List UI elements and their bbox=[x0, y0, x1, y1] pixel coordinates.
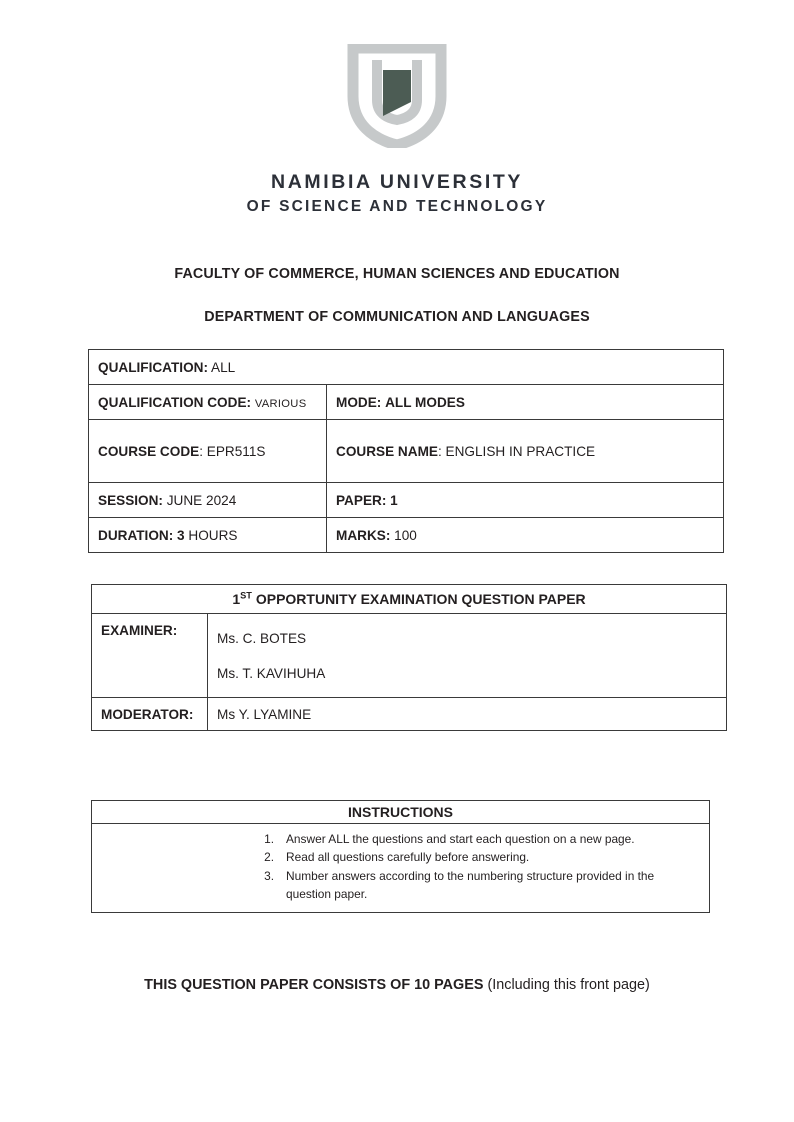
university-logo-block bbox=[0, 44, 794, 216]
instruction-text: Number answers according to the numbering structure provided in the question paper. bbox=[286, 868, 655, 902]
page-count-footer bbox=[0, 977, 794, 993]
paper-value: 1 bbox=[390, 492, 398, 508]
marks-cell bbox=[327, 518, 724, 553]
moderator-label: MODERATOR: bbox=[92, 698, 208, 731]
session-value: JUNE 2024 bbox=[166, 492, 237, 508]
instruction-text: Read all questions carefully before answering. bbox=[286, 850, 530, 865]
examination-paper-table bbox=[91, 584, 727, 731]
exam-opportunity-title bbox=[92, 585, 727, 614]
instruction-number: 3. bbox=[264, 868, 274, 883]
table-row bbox=[89, 518, 724, 553]
page-count-bold: THIS QUESTION PAPER CONSISTS OF 10 PAGES bbox=[144, 977, 484, 993]
department-heading: DEPARTMENT OF COMMUNICATION AND LANGUAGES bbox=[204, 309, 590, 325]
session-cell bbox=[89, 483, 327, 518]
examiner-name-2: Ms. T. KAVIHUHA bbox=[217, 665, 326, 681]
list-item bbox=[100, 848, 701, 866]
table-row bbox=[89, 385, 724, 420]
mode-cell bbox=[327, 385, 724, 420]
course-name-value: : ENGLISH IN PRACTICE bbox=[437, 443, 596, 459]
course-name-cell bbox=[327, 420, 724, 483]
instructions-box bbox=[91, 800, 710, 913]
faculty-heading: FACULTY OF COMMERCE, HUMAN SCIENCES AND EDUCATION bbox=[174, 266, 620, 282]
paper-label: PAPER: bbox=[336, 492, 387, 508]
table-row bbox=[89, 420, 724, 483]
examiner-name-1: Ms. C. BOTES bbox=[217, 631, 307, 646]
exam-title-rest: OPPORTUNITY EXAMINATION QUESTION PAPER bbox=[251, 591, 586, 607]
moderator-value: Ms Y. LYAMINE bbox=[208, 698, 727, 731]
duration-number: 3 bbox=[177, 527, 185, 543]
page-count-note: (Including this front page) bbox=[483, 977, 650, 993]
paper-cell bbox=[327, 483, 724, 518]
session-label: SESSION: bbox=[98, 492, 163, 508]
duration-unit: HOURS bbox=[188, 527, 238, 543]
marks-label: MARKS: bbox=[336, 527, 391, 543]
qualification-code-value: VARIOUS bbox=[254, 397, 307, 410]
examiner-names-cell bbox=[208, 614, 727, 698]
qualification-details-table bbox=[88, 349, 724, 553]
wordmark-line-1: NAMIBIA UNIVERSITY bbox=[271, 171, 523, 193]
course-code-cell bbox=[89, 420, 327, 483]
duration-label: DURATION: bbox=[98, 527, 174, 543]
list-item bbox=[100, 830, 701, 848]
nust-shield-logo bbox=[347, 44, 447, 148]
instruction-number: 1. bbox=[264, 832, 274, 846]
table-row bbox=[92, 585, 727, 614]
instruction-text: Answer ALL the questions and start each question on a new page. bbox=[286, 832, 635, 846]
examiner-label: EXAMINER: bbox=[92, 614, 208, 698]
course-code-label: COURSE CODE bbox=[98, 443, 200, 459]
exam-title-prefix: 1 bbox=[232, 591, 241, 607]
table-row bbox=[92, 801, 710, 824]
marks-value: 100 bbox=[394, 527, 417, 543]
instructions-list bbox=[100, 830, 701, 904]
qualification-code-label: QUALIFICATION CODE: bbox=[98, 394, 252, 410]
exam-title-superscript: ST bbox=[240, 590, 252, 601]
table-row bbox=[89, 350, 724, 385]
duration-cell bbox=[89, 518, 327, 553]
instructions-title: INSTRUCTIONS bbox=[92, 801, 710, 824]
instructions-body bbox=[92, 824, 710, 913]
table-row bbox=[92, 698, 727, 731]
table-row bbox=[92, 614, 727, 698]
table-row bbox=[92, 824, 710, 913]
course-name-label: COURSE NAME bbox=[336, 443, 438, 459]
qualification-cell bbox=[89, 350, 724, 385]
qualification-value: ALL bbox=[211, 359, 236, 375]
mode-label: MODE: bbox=[336, 394, 382, 410]
course-code-value: : EPR511S bbox=[199, 443, 266, 459]
qualification-label: QUALIFICATION: bbox=[98, 359, 208, 375]
list-item bbox=[100, 867, 701, 904]
mode-value: ALL MODES bbox=[385, 394, 465, 410]
wordmark-line-2: OF SCIENCE AND TECHNOLOGY bbox=[246, 198, 548, 216]
instruction-number: 2. bbox=[264, 850, 274, 865]
qualification-code-cell bbox=[89, 385, 327, 420]
table-row bbox=[89, 483, 724, 518]
